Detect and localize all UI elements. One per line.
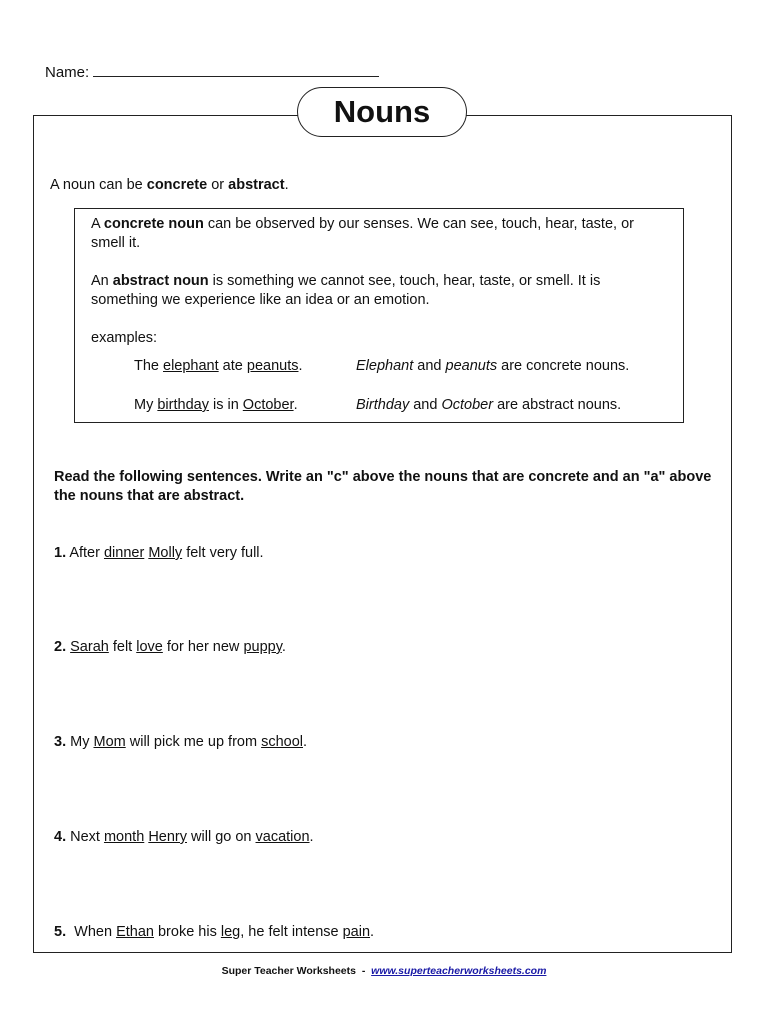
ex-noun: peanuts xyxy=(246,358,299,374)
footer-separator: - xyxy=(355,965,372,977)
name-field xyxy=(45,62,379,81)
footer-link[interactable]: www.superteacherworksheets.com xyxy=(371,965,547,977)
ex-text: and xyxy=(409,397,442,413)
ex-italic: Elephant xyxy=(356,358,414,374)
page-footer xyxy=(0,965,768,977)
ex-text: My xyxy=(134,397,158,413)
abstract-term: abstract noun xyxy=(112,273,209,289)
question-number: 5. xyxy=(54,924,67,940)
q-noun[interactable]: month xyxy=(103,829,145,845)
ex-text: The xyxy=(134,358,164,374)
q-text: . xyxy=(309,829,314,845)
intro-or: or xyxy=(207,177,229,193)
intro-sentence xyxy=(50,177,289,193)
q-text: . xyxy=(370,924,375,940)
q-noun[interactable]: leg xyxy=(220,924,241,940)
ex-italic: Birthday xyxy=(356,397,410,413)
question-number: 4. xyxy=(54,829,67,845)
q-noun[interactable]: Molly xyxy=(148,545,183,561)
ex-text: ate xyxy=(218,358,247,374)
definition-box xyxy=(74,208,684,423)
def-text: An xyxy=(91,273,113,289)
ex-noun: birthday xyxy=(157,397,209,413)
abstract-definition xyxy=(91,272,671,310)
def-text: is something we cannot see, touch, hear, taste, or smell. It is something we experience like an idea or an emotion. xyxy=(91,273,601,308)
name-label: Name: xyxy=(45,64,90,81)
example-1-sentence xyxy=(134,358,303,374)
q-text: for her new xyxy=(162,639,244,655)
q-text: felt xyxy=(108,639,137,655)
q-noun[interactable]: love xyxy=(136,639,163,655)
question-5[interactable] xyxy=(54,924,374,940)
ex-noun: elephant xyxy=(163,358,219,374)
question-number: 1. xyxy=(54,545,67,561)
q-noun[interactable]: Mom xyxy=(93,734,126,750)
question-number: 3. xyxy=(54,734,67,750)
q-noun[interactable]: puppy xyxy=(243,639,282,655)
q-noun[interactable]: Sarah xyxy=(70,639,109,655)
q-noun[interactable]: dinner xyxy=(103,545,145,561)
ex-text: are abstract nouns. xyxy=(493,397,622,413)
question-3[interactable] xyxy=(54,734,307,750)
question-number: 2. xyxy=(54,639,67,655)
q-text: broke his xyxy=(153,924,221,940)
q-noun[interactable]: vacation xyxy=(255,829,310,845)
ex-noun: October xyxy=(242,397,294,413)
q-noun[interactable]: Henry xyxy=(148,829,187,845)
question-2[interactable] xyxy=(54,639,286,655)
def-text: can be observed by our senses. We can see, touch, hear, taste, or smell it. xyxy=(91,216,634,251)
question-4[interactable] xyxy=(54,829,314,845)
intro-text: A noun can be xyxy=(50,177,147,193)
q-text: After xyxy=(66,545,104,561)
q-noun[interactable]: school xyxy=(261,734,304,750)
q-noun[interactable]: Ethan xyxy=(116,924,154,940)
examples-label: examples: xyxy=(91,330,158,346)
question-1[interactable] xyxy=(54,545,264,561)
q-text: . xyxy=(281,639,286,655)
q-noun[interactable]: pain xyxy=(342,924,371,940)
intro-end: . xyxy=(284,177,289,193)
instructions: Read the following sentences. Write an "c" above the nouns that are concrete and an "a" above the nouns that are abstract. xyxy=(54,469,712,504)
ex-text: and xyxy=(413,358,446,374)
q-text: Next xyxy=(66,829,104,845)
footer-brand: Super Teacher Worksheets xyxy=(221,965,356,977)
name-blank-line[interactable] xyxy=(93,62,379,77)
def-text: A xyxy=(91,216,104,232)
q-text: will go on xyxy=(187,829,256,845)
ex-text: is in xyxy=(208,397,243,413)
ex-text: . xyxy=(298,358,303,374)
page-title: Nouns xyxy=(297,87,467,137)
example-2-sentence xyxy=(134,397,298,413)
example-2-explanation xyxy=(356,397,621,413)
q-text: felt very full. xyxy=(182,545,264,561)
intro-abstract: abstract xyxy=(228,177,285,193)
intro-concrete: concrete xyxy=(146,177,208,193)
q-text: will pick me up from xyxy=(125,734,262,750)
q-text: My xyxy=(66,734,94,750)
q-text: . xyxy=(303,734,308,750)
q-text: When xyxy=(66,924,117,940)
example-1-explanation xyxy=(356,358,629,374)
concrete-term: concrete noun xyxy=(103,216,204,232)
q-text: , he felt intense xyxy=(240,924,343,940)
ex-text: . xyxy=(293,397,298,413)
ex-italic: October xyxy=(441,397,494,413)
concrete-definition xyxy=(91,215,671,253)
ex-italic: peanuts xyxy=(445,358,498,374)
ex-text: are concrete nouns. xyxy=(497,358,630,374)
